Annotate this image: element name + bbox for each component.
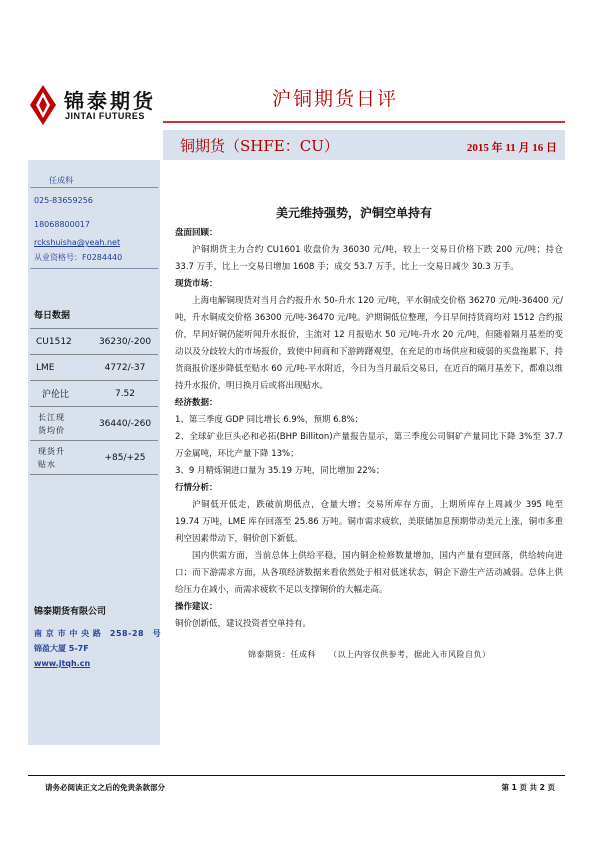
row-label-line: 货均价 (38, 425, 65, 435)
row-value: 4772/-37 (92, 355, 158, 381)
article-title: 美元维持强势，沪铜空单持有 (276, 206, 433, 220)
row-label (30, 441, 92, 475)
report-date: 2015 年 11 月 16 日 (466, 142, 557, 154)
row-label: LME (30, 355, 92, 381)
paragraph: 铜价创新低，建议投资者空单持有。 (175, 619, 312, 629)
row-label: 沪伦比 (30, 381, 92, 407)
sidebar-divider (30, 268, 158, 269)
paragraph: 沪铜期货主力合约 CU1601 收盘价为 36030 元/吨，较上一交易日价格下跌 200 元/吨；持仓 33.7 万手，比上一交易日增加 1608 手；成交 53.7 万手，比上一交易日减少 30.3 万手。 (175, 245, 563, 272)
sidebar-divider (30, 187, 158, 188)
article-body (175, 225, 563, 633)
logo-diamond-icon (28, 83, 58, 127)
analyst-email[interactable]: rckshuisha@yeah.net (34, 238, 121, 247)
table-row (30, 381, 158, 407)
page-number: 第 1 页 共 2 页 (501, 783, 555, 792)
section-heading: 经济数据： (175, 398, 218, 408)
company-website-link[interactable]: www.jtqh.cn (34, 659, 91, 668)
list-item: 3、9 月精炼铜进口量为 35.19 万吨，同比增加 22%； (175, 466, 385, 476)
row-value: 7.52 (92, 381, 158, 407)
paragraph: 上海电解铜现货对当月合约报升水 50-升水 120 元/吨，平水铜成交价格 36270 元/吨-36400 元/吨，升水铜成交价格 36300 元/吨-36470 元/吨。沪期铜低位整理，今日早间持货商均对 1512 合约报价，早间好铜仍能听闻升水报价，主流对 12 月报贴水 50 元/吨-升水 20 元/吨，但随着隔月基差的变动以及分歧较大的市场报价，致使中间商和下游踌躇观望，在充足的市场供应和疲弱的买盘拖累下，持货商报价逐步降低至贴水 60 元/吨-平水附近，今日为当月最后交易日，在近百的隔月基差下，都难以维持升水报价，明日换月后或将出现贴水。 (175, 296, 563, 391)
row-label-line: 长江现 (38, 412, 65, 422)
company-address-1: 南 京 市 中 央 路 258-28 号 (34, 629, 162, 638)
list-item: 2、全球矿业巨头必和必拓(BHP Billiton)产量报告显示，第三季度公司铜矿产量同比下降 3%至 37.7 万金属吨，环比产量下降 13%； (175, 432, 563, 459)
table-row (30, 407, 158, 441)
company-address-2: 锦盈大厦 5-7F (34, 644, 89, 653)
section-heading: 现货市场： (175, 279, 218, 289)
paragraph: 沪铜低开低走，跌破前期低点，仓量大增；交易所库存方面，上期所库存上周减少 395 吨至 19.74 万吨，LME 库存回落至 25.86 万吨。铜市需求疲软，美联储加息预期带动美元上涨，铜市多重利空因素带动下，铜价创下新低。 (175, 500, 563, 544)
analyst-name: 任成科 (49, 176, 73, 185)
paragraph: 国内供需方面，当前总体上供给平稳，国内铜企检修数量增加，国内产量有望回落，供给转向进口；而下游需求方面，从各项经济数据来看依然处于相对低迷状态，铜企下游生产活动减弱。总体上供给压力在减小，而需求疲软不足以支撑铜价的大幅走高。 (175, 551, 563, 595)
row-label: CU1512 (30, 329, 92, 355)
logo-cn-text: 锦泰期货 (64, 89, 156, 113)
table-row (30, 355, 158, 381)
logo-en-text: JINTAI FUTURES (65, 111, 145, 121)
analyst-license: 从业资格号：F0284440 (34, 253, 123, 262)
row-value: +85/+25 (92, 441, 158, 475)
row-label (30, 407, 92, 441)
footer-divider (28, 775, 565, 776)
header-divider (163, 121, 565, 123)
row-label-line: 现货升 (38, 446, 65, 456)
product-label: 铜期货（SHFE：CU） (180, 137, 339, 155)
row-value: 36230/-200 (92, 329, 158, 355)
section-heading: 操作建议： (175, 602, 218, 612)
analyst-mobile: 18068800017 (34, 220, 90, 229)
company-logo (28, 83, 163, 128)
table-row (30, 329, 158, 355)
footer-disclaimer: 请务必阅读正文之后的免责条款部分 (45, 783, 165, 792)
signature: 锦泰期货：任成科 （以上内容仅供参考，据此入市风险自负） (248, 650, 491, 659)
table-row (30, 441, 158, 475)
daily-data-title: 每日数据 (34, 311, 71, 321)
section-heading: 行情分析： (175, 483, 218, 493)
row-label-line: 贴水 (38, 459, 56, 469)
analyst-phone: 025-83659256 (34, 196, 93, 205)
row-value: 36440/-260 (92, 407, 158, 441)
list-item: 1、第三季度 GDP 同比增长 6.9%，预期 6.8%； (175, 415, 364, 425)
company-name: 锦泰期货有限公司 (34, 607, 107, 617)
section-heading: 盘面回顾： (175, 228, 218, 238)
daily-data-table (30, 328, 158, 475)
report-title: 沪铜期货日评 (272, 88, 399, 110)
